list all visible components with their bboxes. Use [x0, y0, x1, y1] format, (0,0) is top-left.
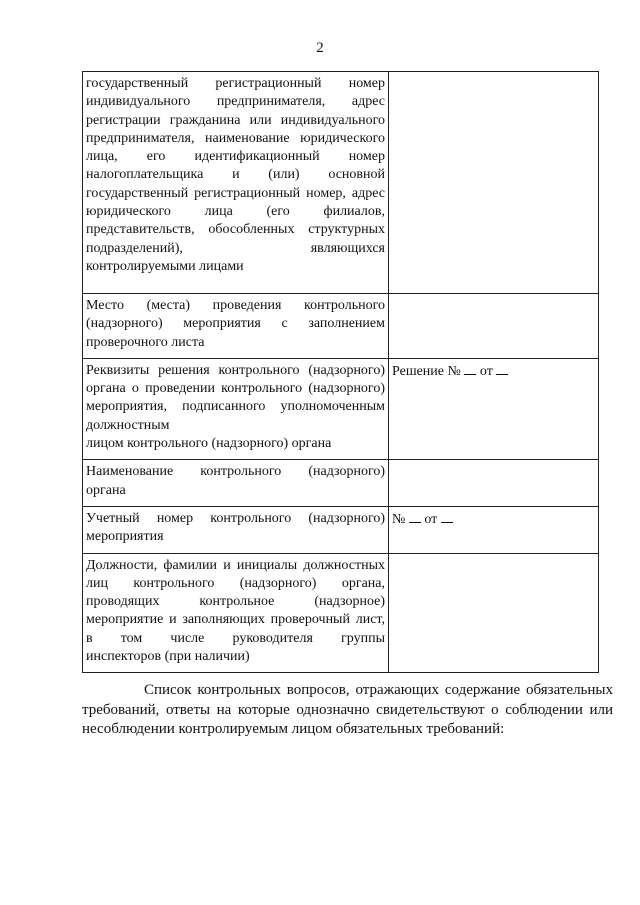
- row-label-text: Место (места) проведения контрольного (надзорного) мероприятия с заполнением: [86, 298, 385, 332]
- checklist-table: [82, 71, 599, 673]
- decision-number-prefix: Решение №: [392, 363, 461, 379]
- row-label: [83, 553, 389, 673]
- page-number: 2: [316, 40, 324, 56]
- table-row: [83, 358, 599, 459]
- registration-date-blank[interactable]: [441, 510, 453, 523]
- registration-number-prefix: №: [392, 511, 406, 527]
- table-row: [83, 506, 599, 553]
- table-row: [83, 72, 599, 294]
- row-label: [83, 294, 389, 359]
- row-label-text: Реквизиты решения контрольного (надзорного) органа о проведении контрольного (надзорного) мероприятия, подписанного уполномоченным должностным: [86, 362, 385, 433]
- row-label-text: Должности, фамилии и инициалы должностных лиц контрольного (надзорного) органа, проводящих контрольное (надзорное) мероприятие и заполняющих проверочный лист, в том числе руководителя группы: [86, 557, 385, 646]
- row-label: [83, 358, 389, 459]
- decision-date-prefix: от: [479, 363, 493, 379]
- row-value-cell[interactable]: [389, 72, 599, 294]
- table-row: [83, 294, 599, 359]
- row-label-text: Наименование контрольного (надзорного): [86, 464, 385, 480]
- checklist-intro-paragraph: Список контрольных вопросов, отражающих содержание обязательных требований, ответы на которые однозначно свидетельствуют о соблюдении или несоблюдении контролируемым лицом обязательных требований:: [82, 682, 613, 737]
- registration-date-prefix: от: [424, 511, 438, 527]
- row-label-last-line: инспекторов (при наличии): [86, 649, 250, 665]
- decision-number-blank[interactable]: [464, 362, 476, 375]
- row-label-last-line: лицом контрольного (надзорного) органа: [86, 436, 332, 452]
- row-label-last-line: мероприятия: [86, 529, 164, 545]
- table-row: [83, 553, 599, 673]
- row-value-cell[interactable]: [389, 460, 599, 507]
- registration-number-field[interactable]: [389, 506, 599, 553]
- row-value-cell[interactable]: [389, 294, 599, 359]
- row-label-last-line: проверочного листа: [86, 334, 205, 350]
- decision-date-blank[interactable]: [496, 362, 508, 375]
- row-label-last-line: контролируемыми лицами: [86, 258, 244, 274]
- table-row: [83, 460, 599, 507]
- row-label-text: Учетный номер контрольного (надзорного): [86, 510, 385, 526]
- row-label-last-line: органа: [86, 482, 126, 498]
- row-label-text: государственный регистрационный номер индивидуального предпринимателя, адрес регистрации гражданина или индивидуального предпринимателя, наименование юридического лица, его идентификационный номер налогоплательщика и (или) основной государственный регистрационный номер, адрес юридического лица (его филиалов, представительств, обособленных структурных подразделений), являющихся: [86, 76, 385, 256]
- decision-number-field[interactable]: [389, 358, 599, 459]
- row-value-cell[interactable]: [389, 553, 599, 673]
- row-label: [83, 72, 389, 294]
- registration-number-blank[interactable]: [409, 510, 421, 523]
- row-label: [83, 460, 389, 507]
- row-label: [83, 506, 389, 553]
